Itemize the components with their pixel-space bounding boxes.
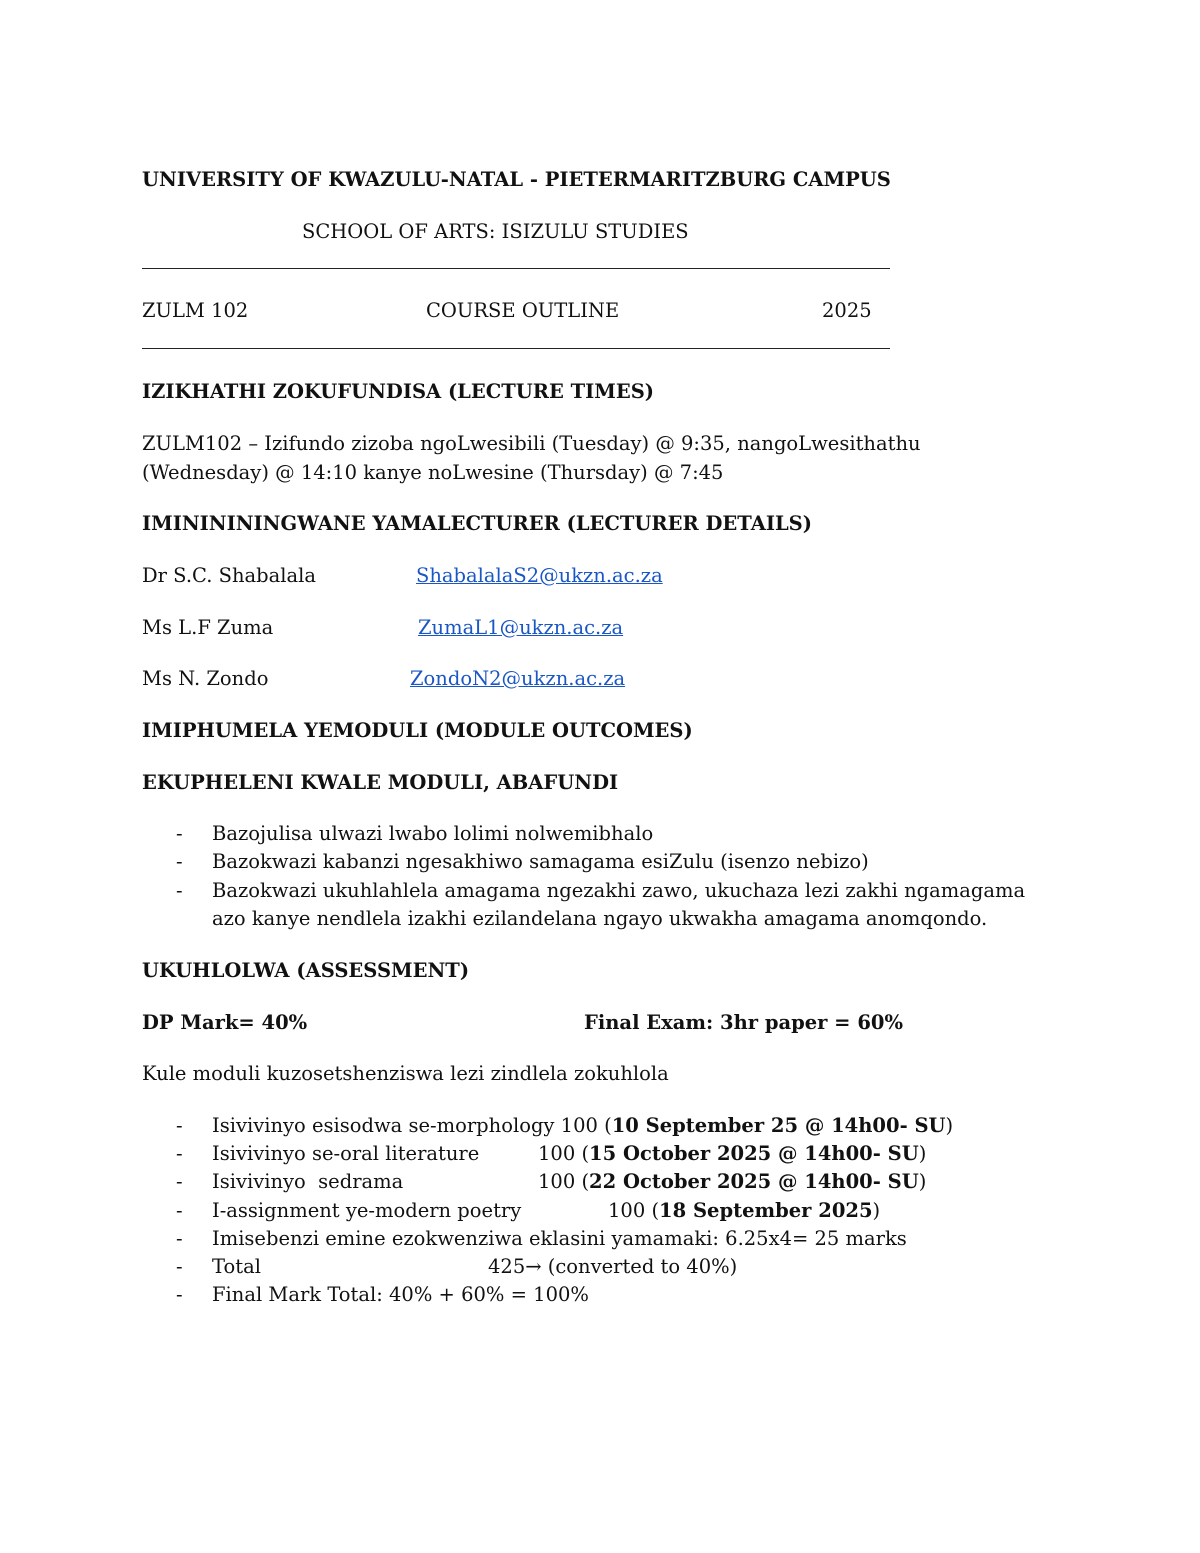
- list-dash: -: [176, 1227, 183, 1250]
- lecturer-name: Ms N. Zondo: [142, 667, 269, 690]
- divider-top: [142, 268, 890, 269]
- list-dash: -: [176, 1199, 183, 1222]
- university-heading: UNIVERSITY OF KWAZULU-NATAL - PIETERMARITZBURG CAMPUS: [142, 168, 891, 191]
- assessment-open-paren: (: [604, 1114, 612, 1137]
- lecturer-name: Dr S.C. Shabalala: [142, 564, 317, 587]
- lecturer-details-heading: IMININININGWANE YAMALECTURER (LECTURER DETAILS): [142, 512, 812, 535]
- assessment-close-paren: ): [872, 1199, 881, 1222]
- assessment-open-paren: (: [581, 1170, 590, 1193]
- assessment-row-content: [212, 1112, 953, 1140]
- list-dash: -: [176, 1283, 183, 1306]
- lecturer-email-link[interactable]: ShabalalaS2@ukzn.ac.za: [416, 564, 663, 587]
- school-heading: SCHOOL OF ARTS: ISIZULU STUDIES: [302, 220, 689, 243]
- assessment-label: Isivivinyo sedrama: [212, 1170, 404, 1193]
- assessment-close-paren: ): [918, 1142, 927, 1165]
- classwork-text: Imisebenzi emine ezokwenziwa eklasini yamamaki: 6.25x4= 25 marks: [212, 1227, 907, 1250]
- assessment-row-tail: [538, 1168, 926, 1196]
- assessment-marks: 100: [538, 1170, 576, 1193]
- total-value: 425→ (converted to 40%): [488, 1255, 738, 1278]
- assessment-date: 10 September 25 @ 14h00- SU: [611, 1114, 946, 1137]
- assessment-heading: UKUHLOLWA (ASSESSMENT): [142, 959, 470, 982]
- assessment-open-paren: (: [581, 1142, 590, 1165]
- list-item-text: Bazokwazi ukuhlahlela amagama ngezakhi zawo, ukuchaza lezi zakhi ngamagama: [212, 879, 1026, 902]
- module-outcomes-heading: IMIPHUMELA YEMODULI (MODULE OUTCOMES): [142, 719, 693, 742]
- list-item: [0, 1225, 1200, 1253]
- course-year: 2025: [822, 299, 872, 322]
- lecturer-email-link[interactable]: ZumaL1@ukzn.ac.za: [418, 616, 624, 639]
- list-dash: -: [176, 1114, 183, 1137]
- list-dash: -: [176, 850, 183, 873]
- assessment-date: 22 October 2025 @ 14h00- SU: [589, 1170, 919, 1193]
- assessment-date: 18 September 2025: [659, 1199, 873, 1222]
- list-dash: -: [176, 1255, 183, 1278]
- total-label: Total: [212, 1255, 261, 1278]
- final-mark-total: Final Mark Total: 40% + 60% = 100%: [212, 1283, 589, 1306]
- document-title: COURSE OUTLINE: [426, 299, 620, 322]
- lecture-times-line-2: (Wednesday) @ 14:10 kanye noLwesine (Thursday) @ 7:45: [142, 461, 724, 484]
- assessment-row-tail: [538, 1140, 926, 1168]
- assessment-marks: 100: [560, 1114, 598, 1137]
- lecture-times-heading: IZIKHATHI ZOKUFUNDISA (LECTURE TIMES): [142, 380, 655, 403]
- list-item: [0, 820, 1200, 848]
- list-item: [0, 877, 1200, 905]
- list-dash: -: [176, 1142, 183, 1165]
- assessment-label: Isivivinyo esisodwa se-morphology: [212, 1114, 555, 1137]
- assessment-date: 15 October 2025 @ 14h00- SU: [589, 1142, 919, 1165]
- lecture-times-line-1: ZULM102 – Izifundo zizoba ngoLwesibili (Tuesday) @ 9:35, nangoLwesithathu: [142, 432, 921, 455]
- list-item: [0, 1281, 1200, 1309]
- assessment-intro: Kule moduli kuzosetshenziswa lezi zindlela zokuhlola: [142, 1062, 669, 1085]
- list-dash: -: [176, 879, 183, 902]
- assessment-open-paren: (: [651, 1199, 660, 1222]
- course-code: ZULM 102: [142, 299, 249, 322]
- list-item: [0, 848, 1200, 876]
- list-dash: -: [176, 1170, 183, 1193]
- list-dash: -: [176, 822, 183, 845]
- divider-bottom: [142, 348, 890, 349]
- dp-mark: DP Mark= 40%: [142, 1011, 308, 1034]
- assessment-close-paren: ): [918, 1170, 927, 1193]
- assessment-label: Isivivinyo se-oral literature: [212, 1142, 480, 1165]
- list-item-continuation: azo kanye nendlela izakhi ezilandelana ngayo ukwakha amagama anomqondo.: [212, 907, 988, 930]
- list-item: [0, 1253, 1200, 1281]
- module-outcomes-subheading: EKUPHELENI KWALE MODULI, ABAFUNDI: [142, 771, 619, 794]
- assessment-row: [0, 1140, 1200, 1168]
- final-exam: Final Exam: 3hr paper = 60%: [584, 1011, 903, 1034]
- assessment-marks: 100: [608, 1199, 646, 1222]
- assessment-row: [0, 1112, 1200, 1140]
- assessment-marks: 100: [538, 1142, 576, 1165]
- assessment-row: [0, 1168, 1200, 1196]
- lecturer-name: Ms L.F Zuma: [142, 616, 274, 639]
- assessment-close-paren: ): [945, 1114, 954, 1137]
- lecturer-email-link[interactable]: ZondoN2@ukzn.ac.za: [410, 667, 626, 690]
- assessment-row: [0, 1197, 1200, 1225]
- assessment-row-tail: [608, 1197, 880, 1225]
- list-item-text: Bazokwazi kabanzi ngesakhiwo samagama esiZulu (isenzo nebizo): [212, 850, 869, 873]
- list-item-text: Bazojulisa ulwazi lwabo lolimi nolwemibhalo: [212, 822, 654, 845]
- assessment-label: I-assignment ye-modern poetry: [212, 1199, 522, 1222]
